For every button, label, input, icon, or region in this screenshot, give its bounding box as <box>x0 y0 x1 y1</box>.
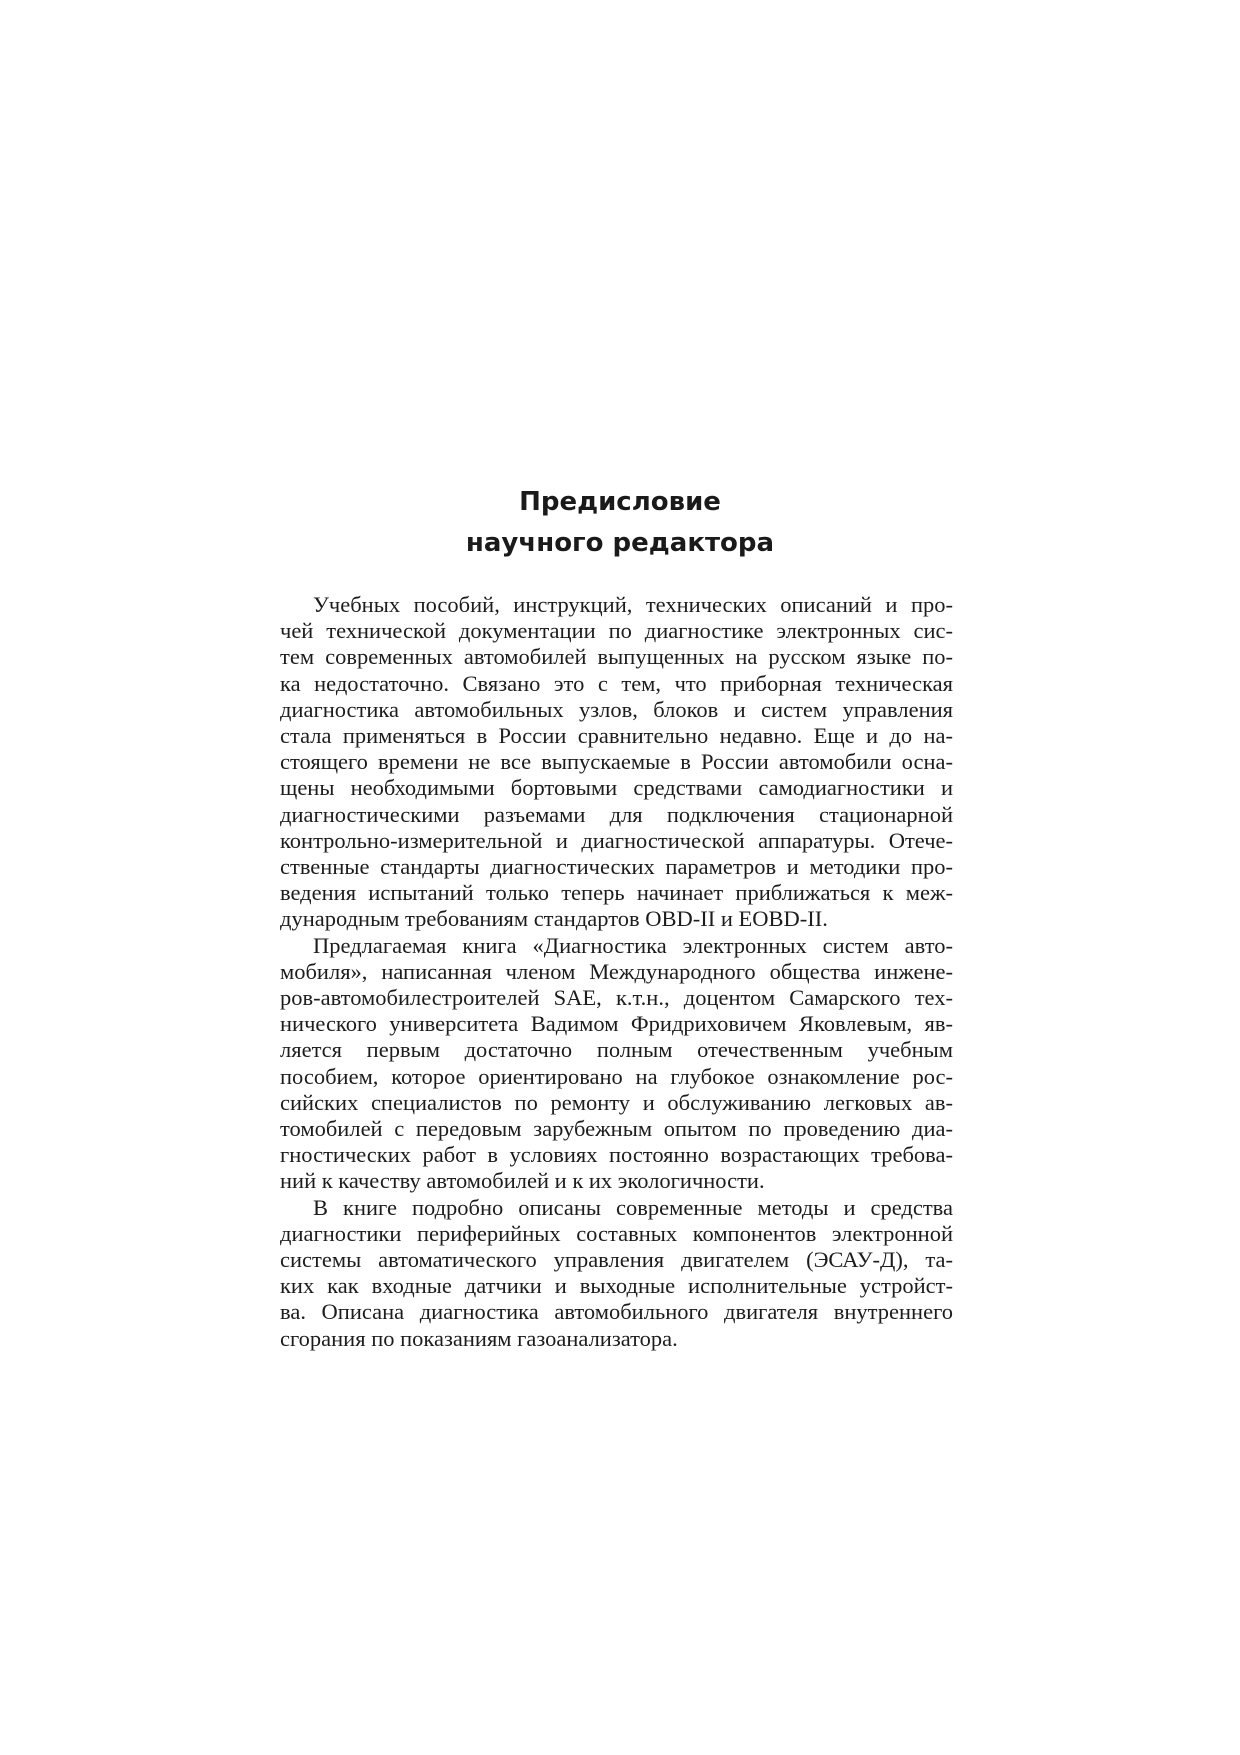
text-line: ров-автомобилестроителей SAE, к.т.н., доцентом Самарского тех- <box>280 985 953 1011</box>
text-line: стоящего времени не все выпускаемые в России автомобили осна- <box>280 749 953 775</box>
body-text <box>280 592 953 1352</box>
text-line: сийских специалистов по ремонту и обслуживанию легковых ав- <box>280 1089 953 1115</box>
text-line: щены необходимыми бортовыми средствами самодиагностики и <box>280 775 953 801</box>
text-line: диагностики периферийных составных компонентов электронной <box>280 1220 953 1246</box>
text-line: Учебных пособий, инструкций, технических описаний и про- <box>313 592 953 617</box>
text-line: диагностическими разъемами для подключения стационарной <box>280 801 953 827</box>
text-line: чей технической документации по диагностике электронных сис- <box>280 618 953 644</box>
page-title <box>280 482 960 564</box>
text-line: ка недостаточно. Связано это с тем, что приборная техническая <box>280 670 953 696</box>
text-line: диагностика автомобильных узлов, блоков и систем управления <box>280 696 953 722</box>
text-line: Предлагаемая книга «Диагностика электронных систем авто- <box>313 932 953 958</box>
text-line: гностических работ в условиях постоянно возрастающих требова- <box>280 1142 953 1168</box>
text-line: ва. Описана диагностика автомобильного двигателя внутреннего <box>280 1299 953 1325</box>
text-line: В книге подробно описаны современные методы и средства <box>313 1194 953 1220</box>
text-line: контрольно-измерительной и диагностической аппаратуры. Отече- <box>280 827 953 853</box>
text-line: ственные стандарты диагностических параметров и методики про- <box>280 854 953 880</box>
text-line: стала применяться в России сравнительно недавно. Еще и до на- <box>280 723 953 749</box>
text-line: системы автоматического управления двигателем (ЭСАУ-Д), та- <box>280 1247 953 1273</box>
page-title-line-1: Предисловие <box>519 487 721 517</box>
text-line: пособием, которое ориентировано на глубокое ознакомление рос- <box>280 1063 953 1089</box>
page-title-line-2: научного редактора <box>465 528 775 558</box>
text-line: ний к качеству автомобилей и к их экологичности. <box>280 1168 765 1194</box>
paragraph-2 <box>280 933 953 1195</box>
text-line: дународным требованиям стандартов OBD-II и EOBD-II. <box>280 906 828 932</box>
text-line: мобиля», написанная членом Международного общества инжене- <box>280 958 953 984</box>
text-line: томобилей с передовым зарубежным опытом по проведению диа- <box>280 1116 953 1142</box>
paragraph-3 <box>280 1195 953 1352</box>
text-line: ведения испытаний только теперь начинает приближаться к меж- <box>280 880 953 906</box>
text-line: тем современных автомобилей выпущенных на русском языке по- <box>280 644 953 670</box>
text-line: ких как входные датчики и выходные исполнительные устройст- <box>280 1273 953 1299</box>
text-line: сгорания по показаниям газоанализатора. <box>280 1325 678 1351</box>
text-line: нического университета Вадимом Фридриховичем Яковлевым, яв- <box>280 1011 953 1037</box>
text-line: ляется первым достаточно полным отечественным учебным <box>280 1037 953 1063</box>
paragraph-1 <box>280 592 953 933</box>
